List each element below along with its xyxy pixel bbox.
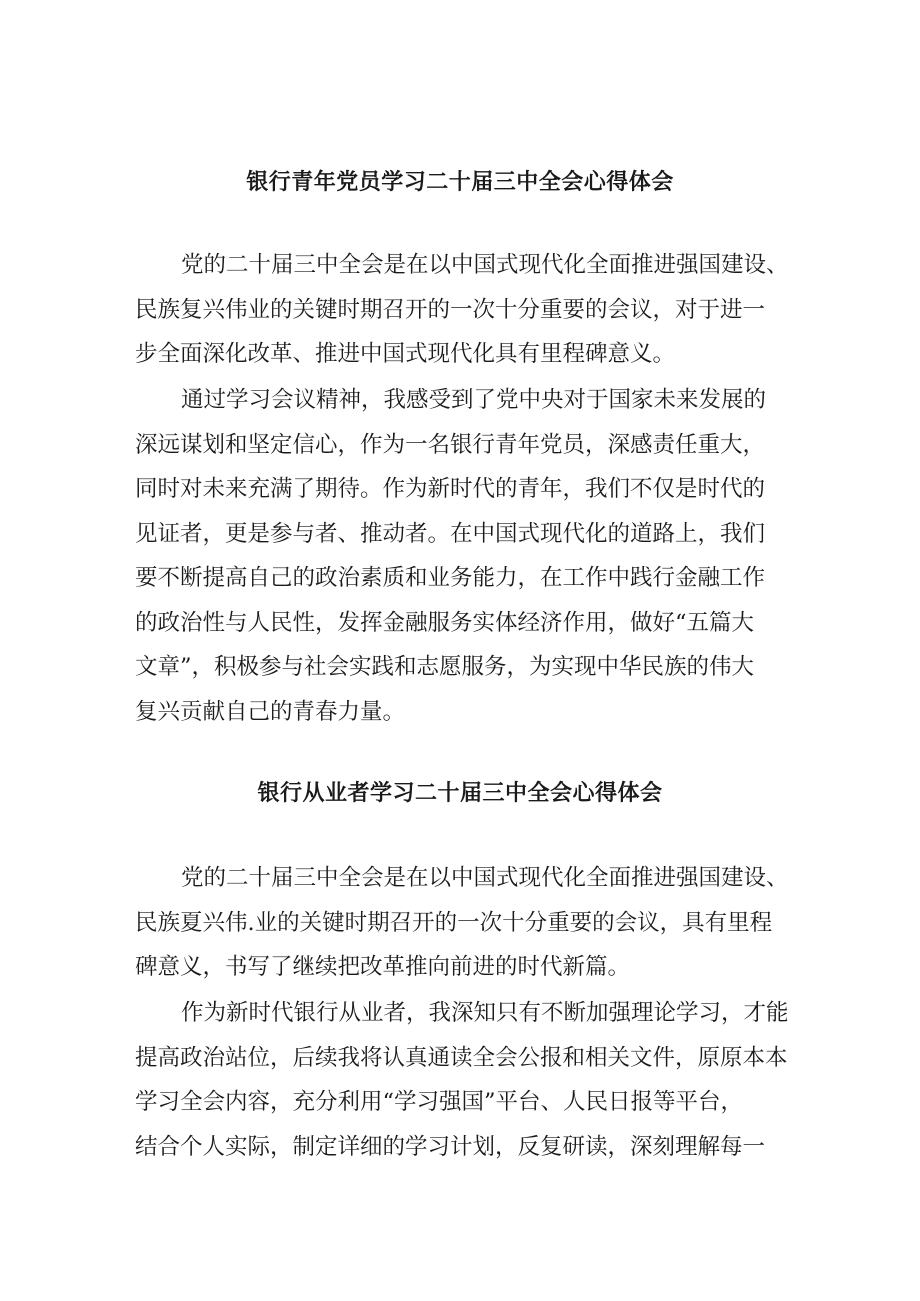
section-1-paragraph-1 <box>135 243 795 377</box>
text-line: 结合个人实际，制定详细的学习计划，反复研读，深刻理解每一 <box>135 1133 766 1160</box>
text-line: 的政治性与人民性，发挥金融服务实体经济作用，做好“五篇大 <box>135 609 755 636</box>
text-line: 党的二十届三中全会是在以中国式现代化全面推进强国建设、 <box>181 865 789 891</box>
text-line: 碑意义，书写了继续把改革推向前进的时代新篇。 <box>135 954 631 980</box>
section-1-paragraph-2 <box>135 378 795 734</box>
text-line: 提高政治站位，后续我将认真通读全会公报和相关文件，原原本本 <box>135 1044 788 1071</box>
text-line: 党的二十届三中全会是在以中国式现代化全面推进强国建设、 <box>181 252 789 278</box>
text-line: 深远谋划和坚定信心，作为一名银行青年党员，深感责任重大， <box>135 431 766 458</box>
section-2-paragraph-1 <box>135 856 795 990</box>
text-line: 学习全会内容，充分利用“学习强国”平台、人民日报等平台， <box>135 1089 744 1115</box>
section-2-paragraph-2 <box>135 991 795 1169</box>
text-line: 作为新时代银行从业者，我深知只有不断加强理论学习，才能 <box>181 1000 789 1026</box>
text-line: 见证者，更是参与者、推动者。在中国式现代化的道路上，我们 <box>135 520 766 547</box>
text-line: 复兴贡献自己的青春力量。 <box>135 698 406 725</box>
section-1-title: 银行青年党员学习二十届三中全会心得体会 <box>246 169 674 195</box>
text-line: 文章”，积极参与社会实践和志愿服务，为实现中华民族的伟大 <box>135 654 755 680</box>
text-line: 民族夏兴伟.业的关键时期召开的一次十分重要的会议，具有里程 <box>135 909 773 936</box>
text-line: 要不断提高自己的政治素质和业务能力，在工作中践行金融工作 <box>135 565 766 591</box>
section-2-title: 银行从业者学习二十届三中全会心得体会 <box>257 780 663 806</box>
text-line: 民族复兴伟业的关键时期召开的一次十分重要的会议，对于进一 <box>135 296 766 323</box>
text-line: 通过学习会议精神，我感受到了党中央对于国家未来发展的 <box>181 387 767 413</box>
text-line: 同时对未来充满了期待。作为新时代的青年，我们不仅是时代的 <box>135 476 766 502</box>
text-line: 步全面深化改革、推进中国式现代化具有里程碑意义。 <box>135 341 676 367</box>
